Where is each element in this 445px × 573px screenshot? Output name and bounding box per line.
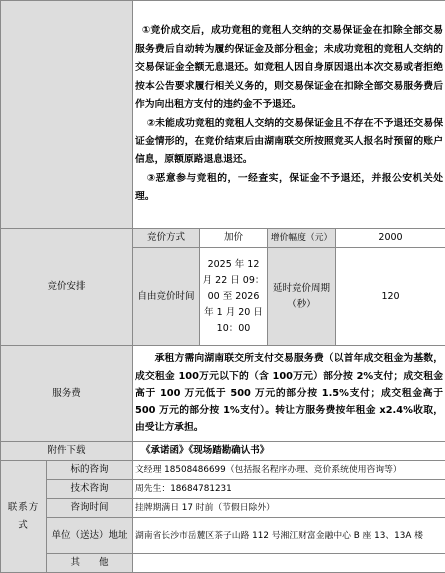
bidding-label: 竞价安排: [1, 229, 133, 346]
contact-time-value: 挂牌期满日 17 时前（节假日除外）: [133, 499, 445, 518]
service-fee-label: 服务费: [1, 346, 133, 442]
service-fee-paragraph: 承租方需向湖南联交所支付交易服务费（以首年成交租金为基数，成交租金 100万元以下的（含 100万元）部分按 2%支付；成交租金高于 100 万元低于 500 万元的部分按 1.5%支付；成交租金高于 500 万元的部分按 1%支付）。转让方服务费按年租金 x2.4%收取，由受让方承担。: [135, 350, 443, 436]
contact-other-label: 其 他: [47, 554, 133, 573]
contact-tech-value: 周先生：18684781231: [133, 480, 445, 499]
bid-period-label: 自由竞价时间: [133, 248, 200, 346]
attachments-link[interactable]: 《承诺函》《现场踏勘确认书》: [133, 442, 445, 461]
deposit-rules-text: [133, 1, 445, 229]
attachments-label: 附件下载: [1, 442, 133, 461]
deposit-rule-3: ③恶意参与竞租的，一经查实，保证金不予退还，并报公安机关处理。: [135, 170, 443, 207]
deposit-rule-2: ②未能成功竞租的竞租人交纳的交易保证金且不存在不予退还交易保证金情形的，在竞价结束后由湖南联交所按照竞买人报名时预留的账户信息，原额原路退息退还。: [135, 115, 443, 170]
contact-address-label: 单位（送达）地址: [47, 518, 133, 554]
contact-time-label: 咨询时间: [47, 499, 133, 518]
bid-period-value: 2025 年 12 月 22 日 09：00 至 2026 年 1 月 20 日 10：00: [200, 248, 268, 346]
bid-method-value: 加价: [200, 229, 268, 248]
bid-increment-label: 增价幅度（元）: [268, 229, 336, 248]
bid-increment-value: 2000: [336, 229, 445, 248]
bid-method-label: 竞价方式: [133, 229, 200, 248]
bid-delay-label: 延时竞价周期（秒）: [268, 248, 336, 346]
contact-address-value: 湖南省长沙市岳麓区茶子山路 112 号湘江财富金融中心 B 座 13、13A 楼: [133, 518, 445, 554]
contact-tech-label: 技术咨询: [47, 480, 133, 499]
bid-delay-value: 120: [336, 248, 445, 346]
service-fee-text: [133, 346, 445, 442]
contact-target-value: 文经理 18508486699（包括报名程序办理、竞价系统使用咨询等）: [133, 461, 445, 480]
contact-section-label: 联系方式: [1, 461, 47, 573]
contact-target-label: 标的咨询: [47, 461, 133, 480]
deposit-rules-label-cell: [1, 1, 133, 229]
contact-other-value: [133, 554, 445, 573]
deposit-rule-1: ①竞价成交后，成功竞租的竞租人交纳的交易保证金在扣除全部交易服务费后自动转为履约保证金及部分租金；未成功竞租的竞租人交纳的交易保证金全额无息退还。如竞租人因自身原因退出本次交易或者拒绝按本公告要求履行相关义务的，则交易保证金在扣除全部交易服务费后作为向出租方支付的违约金不予退还。: [135, 22, 443, 114]
